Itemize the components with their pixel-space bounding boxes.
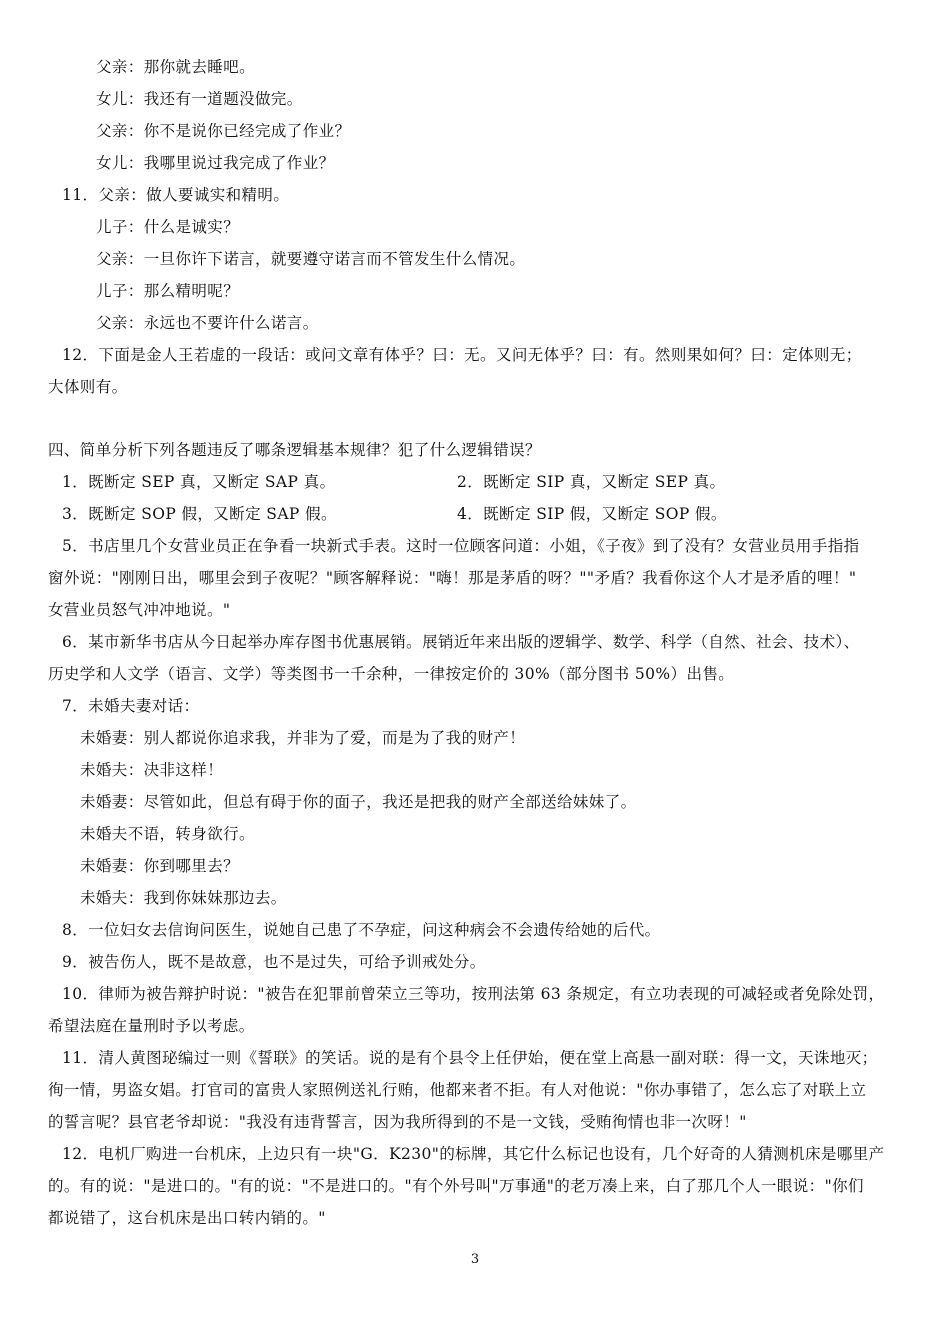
dialogue-line: 未婚妻：你到哪里去？ [80, 857, 240, 875]
dialogue-line: 父亲：那你就去睡吧。 [96, 58, 256, 76]
question-8: 8．一位妇女去信询问医生，说她自己患了不孕症，问这种病会不会遗传给她的后代。 [62, 921, 661, 939]
dialogue-line: 未婚夫：决非这样！ [80, 761, 224, 779]
question-1: 1．既断定 SEP 真，又断定 SAP 真。 [62, 473, 336, 491]
dialogue-line: 未婚夫不语，转身欲行。 [80, 825, 255, 843]
question-5: 5．书店里几个女营业员正在争看一块新式手表。这时一位顾客问道：小姐，《子夜》到了没有？女营业员用手指指 [62, 537, 860, 555]
page-number: 3 [470, 1252, 480, 1267]
question-2: 2．既断定 SIP 真，又断定 SEP 真。 [457, 473, 726, 491]
question-12: 的。有的说："是进口的。"有的说："不是进口的。"有个外号叫"万事通"的老万凑上来，白了那几个人一眼说："你们 [48, 1177, 864, 1195]
dialogue-line: 父亲：你不是说你已经完成了作业？ [96, 122, 351, 140]
question-12: 12．电机厂购进一台机床，上边只有一块"G．K230"的标牌，其它什么标记也设有，几个好奇的人猜测机床是哪里产 [62, 1145, 885, 1163]
dialogue-line: 儿子：那么精明呢？ [96, 282, 240, 300]
question-11: 的誓言呢？县官老爷却说："我没有违背誓言，因为我所得到的不是一文钱，受贿徇情也非一次呀！" [48, 1113, 747, 1131]
dialogue-line: 女儿：我哪里说过我完成了作业？ [96, 154, 335, 172]
question-6: 历史学和人文学（语言、文学）等类图书一千余种，一律按定价的 30%（部分图书 50%）出售。 [48, 665, 735, 683]
dialogue-line: 女儿：我还有一道题没做完。 [96, 90, 303, 108]
dialogue-line: 儿子：什么是诚实？ [96, 218, 240, 236]
question-11: 徇一情，男盗女娼。打官司的富贵人家照例送礼行贿，他都来者不拒。有人对他说："你办事错了，怎么忘了对联上立 [48, 1081, 867, 1099]
item-12-text: 大体则有。 [48, 378, 128, 396]
item-12-text: 12．下面是金人王若虚的一段话：或问文章有体乎？曰：无。又问无体乎？曰：有。然则果如何？曰：定体则无； [62, 346, 862, 364]
question-9: 9．被告伤人，既不是故意，也不是过失，可给予训戒处分。 [62, 953, 486, 971]
question-5: 窗外说："刚刚日出，哪里会到子夜呢？"顾客解释说："嗨！那是茅盾的呀？""矛盾？我看你这个人才是矛盾的哩！" [48, 569, 857, 587]
dialogue-line: 未婚妻：尽管如此，但总有碍于你的面子，我还是把我的财产全部送给妹妹了。 [80, 793, 637, 811]
dialogue-line: 未婚夫：我到你妹妹那边去。 [80, 889, 287, 907]
question-10: 希望法庭在量刑时予以考虑。 [48, 1017, 255, 1035]
question-12: 都说错了，这台机床是出口转内销的。" [48, 1209, 326, 1227]
question-10: 10．律师为被告辩护时说："被告在犯罪前曾荣立三等功，按刑法第 63 条规定，有立功表现的可减轻或者免除处罚， [62, 985, 885, 1003]
dialogue-line: 未婚妻：别人都说你追求我，并非为了爱，而是为了我的财产！ [80, 729, 526, 747]
question-3: 3．既断定 SOP 假，又断定 SAP 假。 [62, 505, 337, 523]
item-11-heading: 11．父亲：做人要诚实和精明。 [62, 186, 290, 204]
section-title: 四、简单分析下列各题违反了哪条逻辑基本规律？犯了什么逻辑错误？ [48, 441, 541, 459]
question-4: 4．既断定 SIP 假，又断定 SOP 假。 [457, 505, 727, 523]
question-6: 6．某市新华书店从今日起举办库存图书优惠展销。展销近年来出版的逻辑学、数学、科学（自然、社会、技术）、 [62, 633, 860, 651]
question-7-heading: 7．未婚夫妻对话： [62, 697, 200, 715]
dialogue-line: 父亲：一旦你许下诺言，就要遵守诺言而不管发生什么情况。 [96, 250, 526, 268]
question-5: 女营业员怒气冲冲地说。" [48, 601, 231, 619]
dialogue-line: 父亲：永远也不要许什么诺言。 [96, 314, 319, 332]
question-11: 11．清人黄图珌编过一则《誓联》的笑话。说的是有个县令上任伊始，便在堂上高悬一副对联：得一文，天诛地灭； [62, 1049, 878, 1067]
